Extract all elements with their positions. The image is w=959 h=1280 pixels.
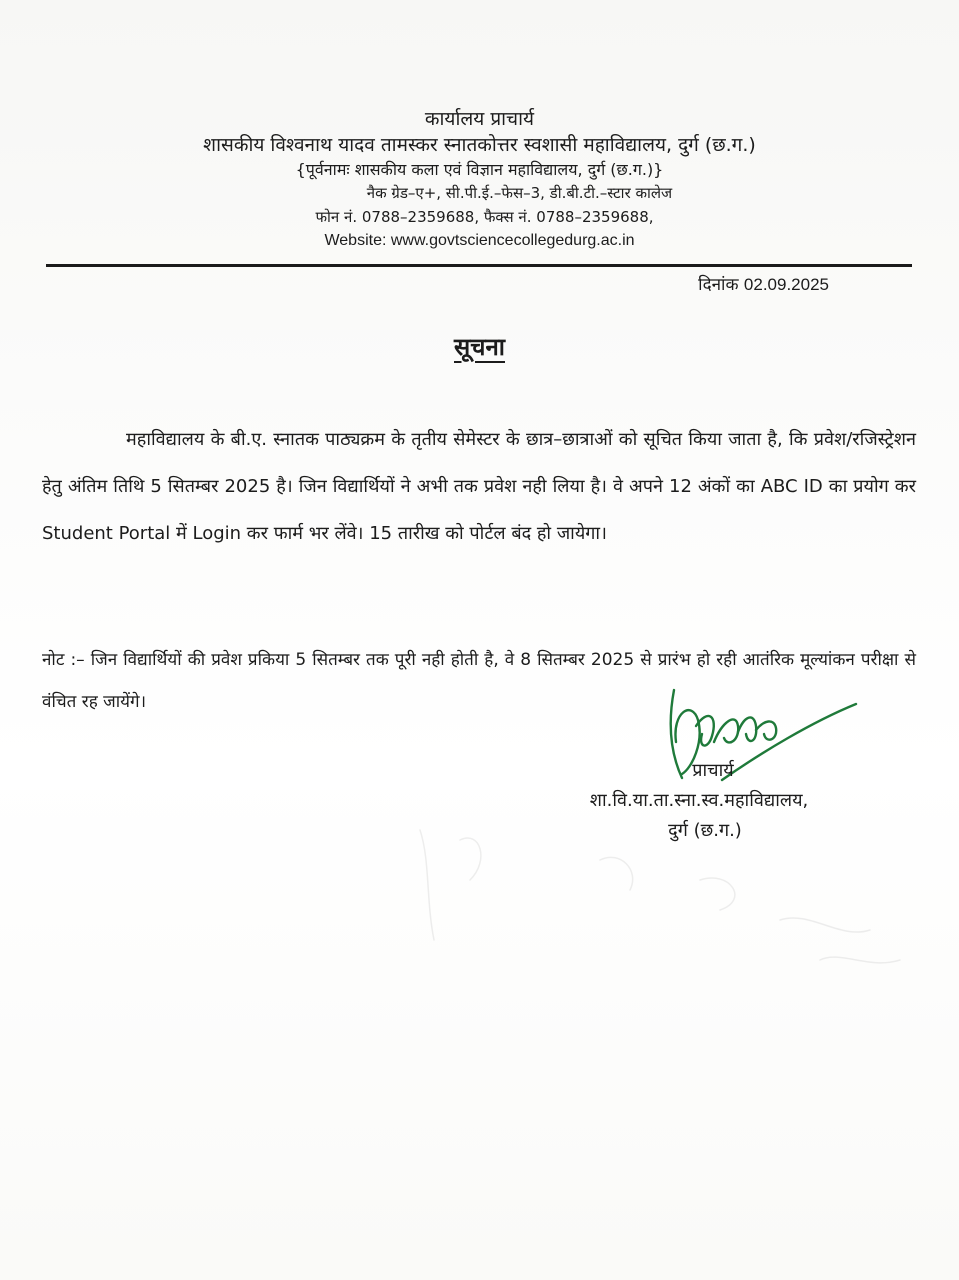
- accreditation-line: नैक ग्रेड–ए+, सी.पी.ई.–फेस–3, डी.बी.टी.–स्टार कालेज: [366, 184, 673, 202]
- signatory-college: शा.वि.या.ता.स्ना.स्व.महाविद्यालय,: [589, 790, 809, 811]
- signatory-place: दुर्ग (छ.ग.): [668, 820, 742, 841]
- website-line: Website: www.govtsciencecollegedurg.ac.in: [324, 232, 635, 249]
- notice-title-text: सूचना: [454, 333, 505, 361]
- date-label: दिनांक: [698, 275, 739, 295]
- office-title: कार्यालय प्राचार्य: [424, 108, 535, 130]
- faint-bleed-through: [400, 800, 920, 1000]
- college-name: शासकीय विश्वनाथ यादव तामस्कर स्नातकोत्तर स्वशासी महाविद्यालय, दुर्ग (छ.ग.): [203, 134, 756, 156]
- signatory-title: प्राचार्य: [692, 760, 734, 781]
- letterhead-divider: [46, 264, 912, 267]
- notice-note: नोट :– जिन विद्यार्थियों की प्रवेश प्रकिया 5 सितम्बर तक पूरी नही होती है, वे 8 सितम्बर 2025 से प्रारंभ हो रही आतंरिक मूल्यांकन परीक्षा से वंचित रह जायेंगे।: [42, 650, 916, 712]
- letterhead: [0, 110, 959, 249]
- date-value: 02.09.2025: [743, 275, 829, 294]
- contact-line: फोन नं. 0788–2359688, फैक्स नं. 0788–2359688,: [315, 208, 654, 226]
- former-name: {पूर्वनामः शासकीय कला एवं विज्ञान महाविद्यालय, दुर्ग (छ.ग.)}: [295, 160, 664, 179]
- date-line: [698, 272, 829, 295]
- notice-title: [0, 330, 959, 363]
- notice-body: महाविद्यालय के बी.ए. स्नातक पाठ्यक्रम के तृतीय सेमेस्टर के छात्र–छात्राओं को सूचित किया जाता है, कि प्रवेश/रजिस्ट्रेशन हेतु अंतिम तिथि 5 सितम्बर 2025 है। जिन विद्यार्थियों ने अभी तक प्रवेश नही लिया है। वे अपने 12 अंकों का ABC ID का प्रयोग कर Student Portal में Login कर फार्म भर लेंवे। 15 तारीख को पोर्टल बंद हो जायेगा।: [42, 429, 916, 544]
